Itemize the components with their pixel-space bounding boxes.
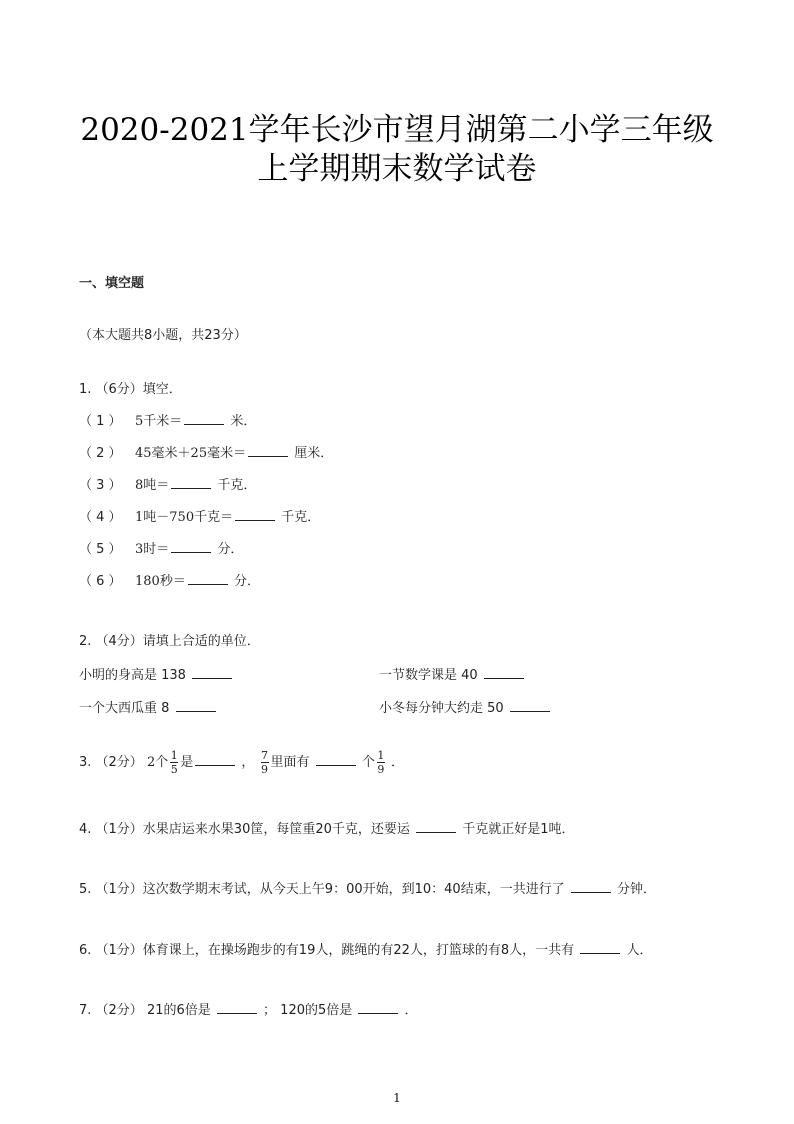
answer-blank[interactable] (571, 880, 611, 893)
q3: 3. （2分） 2个 $\frac{1}{5}$ 是 ， $\frac{7}{9}$ 里面有 个 $\frac{1}{9}$ ． (79, 749, 405, 776)
answer-blank[interactable] (176, 699, 216, 712)
q1-item-2: （ 2 ） 45毫米＋25毫米＝ 厘米． (79, 446, 334, 461)
q1-item-3: （ 3 ） 8吨＝ 千克． (79, 478, 257, 493)
title-line-1: 2020-2021学年长沙市望月湖第二小学三年级 (80, 112, 714, 148)
answer-blank[interactable] (248, 444, 288, 457)
answer-blank[interactable] (358, 1001, 398, 1014)
answer-blank[interactable] (510, 699, 550, 712)
answer-blank[interactable] (171, 476, 211, 489)
q1-item-6: （ 6 ） 180秒＝ 分． (79, 574, 260, 589)
q2-head: 2. （4分）请填上合适的单位． (79, 634, 260, 649)
title-line-2: 上学期期末数学试卷 (257, 151, 537, 187)
answer-blank[interactable] (580, 941, 620, 954)
fraction-one-fifth: $\frac{1}{5}$ (170, 749, 178, 776)
answer-blank[interactable] (192, 666, 232, 679)
q1-item-1: （ 1 ） 5千米＝ 米． (79, 414, 257, 429)
answer-blank[interactable] (195, 753, 235, 766)
q2-c: 一个大西瓜重 8 (79, 697, 218, 716)
q2-d: 小冬每分钟大约走 50 (379, 697, 552, 716)
q2-b: 一节数学课是 40 (379, 664, 526, 683)
q5: 5. （1分）这次数学期末考试，从今天上午9：00开始，到10：40结束，一共进行了 分钟． (79, 882, 657, 897)
page-number: 1 (393, 1091, 401, 1105)
q1-item-5: （ 5 ） 3时＝ 分． (79, 542, 244, 557)
answer-blank[interactable] (484, 666, 524, 679)
answer-blank[interactable] (171, 540, 211, 553)
fraction-one-ninth: $\frac{1}{9}$ (377, 749, 385, 776)
answer-blank[interactable] (316, 753, 356, 766)
answer-blank[interactable] (184, 412, 224, 425)
answer-blank[interactable] (217, 1001, 257, 1014)
q6: 6. （1分）体育课上，在操场跑步的有19人，跳绳的有22人，打篮球的有8人，一共有 人． (79, 943, 653, 958)
section-heading: 一、填空题 (79, 276, 145, 291)
answer-blank[interactable] (416, 820, 456, 833)
section-note: （本大题共8小题，共23分） (79, 328, 247, 343)
q1-item-4: （ 4 ） 1吨－750千克＝ 千克． (79, 510, 321, 525)
q2-a: 小明的身高是 138 (79, 664, 234, 683)
q4: 4. （1分）水果店运来水果30筐，每筐重20千克，还要运 千克就正好是1吨． (79, 822, 575, 837)
q1-head: 1. （6分）填空． (79, 382, 182, 397)
answer-blank[interactable] (188, 572, 228, 585)
fraction-seven-ninths: $\frac{7}{9}$ (261, 749, 269, 776)
q7: 7. （2分） 21的6倍是 ； 120的5倍是 ． (79, 1003, 418, 1018)
answer-blank[interactable] (235, 508, 275, 521)
